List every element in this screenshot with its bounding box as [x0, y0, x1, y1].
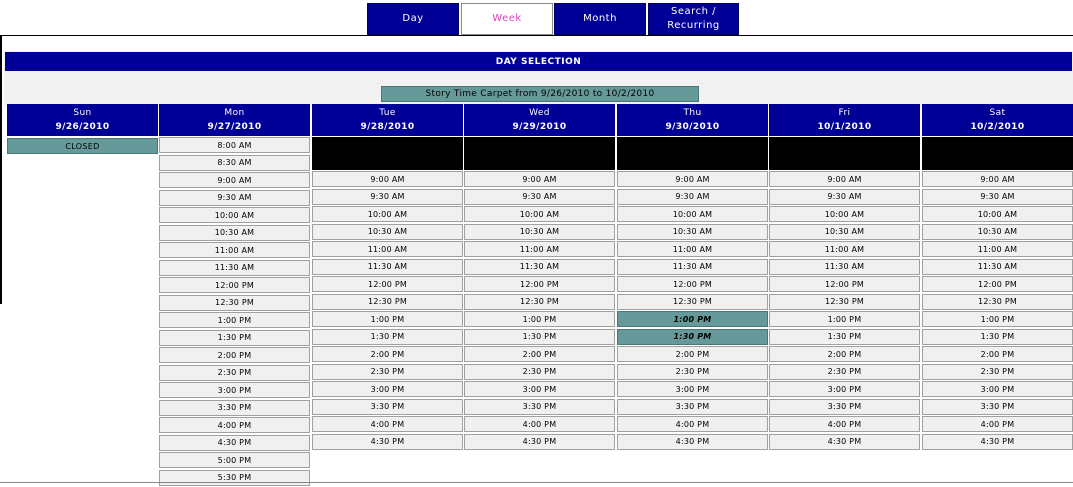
time-slot[interactable]: 12:00 PM	[922, 276, 1073, 292]
time-slot[interactable]: 2:00 PM	[617, 346, 768, 362]
day-column-sun	[7, 104, 158, 155]
time-slot[interactable]: 3:00 PM	[312, 381, 463, 397]
time-slot[interactable]: 9:30 AM	[312, 189, 463, 205]
time-slot[interactable]: 1:00 PM	[769, 311, 920, 327]
unavailable-block	[312, 137, 463, 170]
time-slot[interactable]: 10:30 AM	[769, 224, 920, 240]
time-slot[interactable]: 4:00 PM	[159, 417, 310, 433]
time-slot[interactable]: 9:30 AM	[159, 190, 310, 206]
day-name: Sat	[989, 108, 1006, 118]
time-slot[interactable]: 1:30 PM	[464, 329, 615, 345]
time-slot[interactable]: 3:00 PM	[922, 381, 1073, 397]
time-slot[interactable]: 10:00 AM	[769, 206, 920, 222]
time-slot[interactable]: 12:00 PM	[769, 276, 920, 292]
time-slot[interactable]: 2:30 PM	[464, 364, 615, 380]
time-slot[interactable]: 3:00 PM	[769, 381, 920, 397]
unavailable-block	[617, 137, 768, 170]
tab-month[interactable]: Month	[554, 3, 646, 35]
time-slot[interactable]: 11:00 AM	[159, 242, 310, 258]
day-column-tue	[312, 104, 463, 451]
day-name: Wed	[529, 108, 550, 118]
day-date: 9/28/2010	[360, 122, 415, 132]
time-slot[interactable]: 1:30 PM	[159, 330, 310, 346]
time-slot[interactable]: 1:00 PM	[464, 311, 615, 327]
time-slot[interactable]: 2:00 PM	[464, 346, 615, 362]
time-slot[interactable]: 9:30 AM	[617, 189, 768, 205]
time-slot[interactable]: 1:30 PM	[312, 329, 463, 345]
tab-day[interactable]: Day	[367, 3, 459, 35]
time-slot[interactable]: 12:00 PM	[464, 276, 615, 292]
time-slot[interactable]: 8:00 AM	[159, 137, 310, 153]
day-date: 9/29/2010	[512, 122, 567, 132]
day-column-sat	[922, 104, 1073, 451]
time-slot[interactable]: 2:30 PM	[312, 364, 463, 380]
time-slot[interactable]: 12:30 PM	[159, 295, 310, 311]
time-slot[interactable]: 2:30 PM	[617, 364, 768, 380]
day-column-mon	[159, 104, 310, 487]
unavailable-block	[922, 137, 1073, 170]
time-slot-list	[769, 171, 920, 450]
day-date: 9/27/2010	[207, 122, 262, 132]
time-slot[interactable]: 3:00 PM	[617, 381, 768, 397]
day-name: Mon	[224, 108, 245, 118]
tab-week[interactable]: Week	[461, 3, 553, 35]
date-range-label: Story Time Carpet from 9/26/2010 to 10/2/2010	[381, 86, 699, 102]
time-slot[interactable]: 11:00 AM	[617, 241, 768, 257]
closed-badge: CLOSED	[7, 138, 158, 154]
time-slot[interactable]: 11:30 AM	[159, 260, 310, 276]
time-slot[interactable]: 4:30 PM	[312, 434, 463, 450]
bottom-divider	[0, 482, 1073, 483]
time-slot[interactable]: 12:00 PM	[312, 276, 463, 292]
time-slot[interactable]: 12:30 PM	[769, 294, 920, 310]
day-header[interactable]	[769, 104, 920, 136]
time-slot[interactable]: 10:30 AM	[159, 225, 310, 241]
time-slot[interactable]: 11:30 AM	[312, 259, 463, 275]
day-date: 10/2/2010	[970, 122, 1025, 132]
time-slot[interactable]: 4:30 PM	[464, 434, 615, 450]
time-slot[interactable]: 12:30 PM	[922, 294, 1073, 310]
time-slot[interactable]: 2:00 PM	[769, 346, 920, 362]
time-slot-booked[interactable]: 1:30 PM	[617, 329, 768, 345]
time-slot[interactable]: 3:00 PM	[464, 381, 615, 397]
day-name: Fri	[838, 108, 851, 118]
time-slot[interactable]: 11:00 AM	[922, 241, 1073, 257]
time-slot[interactable]: 1:00 PM	[922, 311, 1073, 327]
time-slot[interactable]: 1:30 PM	[922, 329, 1073, 345]
time-slot[interactable]: 4:30 PM	[769, 434, 920, 450]
time-slot[interactable]: 9:00 AM	[617, 171, 768, 187]
time-slot[interactable]: 2:00 PM	[159, 347, 310, 363]
time-slot-booked[interactable]: 1:00 PM	[617, 311, 768, 327]
time-slot[interactable]: 5:00 PM	[159, 452, 310, 468]
time-slot[interactable]: 4:30 PM	[617, 434, 768, 450]
day-name: Thu	[683, 108, 702, 118]
time-slot[interactable]: 9:00 AM	[769, 171, 920, 187]
time-slot[interactable]: 3:30 PM	[312, 399, 463, 415]
tab-divider	[0, 35, 1073, 36]
time-slot[interactable]: 8:30 AM	[159, 155, 310, 171]
time-slot[interactable]: 12:00 PM	[159, 277, 310, 293]
day-header[interactable]	[7, 104, 158, 136]
time-slot[interactable]: 5:30 PM	[159, 470, 310, 486]
time-slot[interactable]: 11:00 AM	[769, 241, 920, 257]
time-slot[interactable]: 4:00 PM	[769, 416, 920, 432]
left-border	[0, 36, 2, 304]
time-slot[interactable]: 12:00 PM	[617, 276, 768, 292]
time-slot[interactable]: 2:00 PM	[312, 346, 463, 362]
time-slot-list	[464, 171, 615, 450]
time-slot[interactable]: 9:00 AM	[922, 171, 1073, 187]
time-slot[interactable]: 10:30 AM	[922, 224, 1073, 240]
time-slot[interactable]: 12:30 PM	[312, 294, 463, 310]
time-slot[interactable]: 11:30 AM	[922, 259, 1073, 275]
time-slot[interactable]: 3:30 PM	[769, 399, 920, 415]
time-slot-list	[159, 137, 310, 486]
day-date: 10/1/2010	[817, 122, 872, 132]
day-header[interactable]	[464, 104, 615, 136]
time-slot[interactable]: 10:00 AM	[922, 206, 1073, 222]
time-slot[interactable]: 3:00 PM	[159, 382, 310, 398]
time-slot[interactable]: 1:00 PM	[159, 312, 310, 328]
time-slot-list	[312, 171, 463, 450]
day-column-fri	[769, 104, 920, 451]
time-slot[interactable]: 3:30 PM	[922, 399, 1073, 415]
time-slot[interactable]: 4:30 PM	[922, 434, 1073, 450]
time-slot[interactable]: 3:30 PM	[159, 400, 310, 416]
time-slot[interactable]: 9:00 AM	[159, 172, 310, 188]
time-slot[interactable]: 11:30 AM	[769, 259, 920, 275]
time-slot[interactable]: 2:30 PM	[159, 365, 310, 381]
day-date: 9/30/2010	[665, 122, 720, 132]
time-slot[interactable]: 9:00 AM	[464, 171, 615, 187]
time-slot[interactable]: 10:00 AM	[159, 207, 310, 223]
time-slot[interactable]: 9:30 AM	[922, 189, 1073, 205]
unavailable-block	[769, 137, 920, 170]
time-slot[interactable]: 9:30 AM	[464, 189, 615, 205]
time-slot[interactable]: 12:30 PM	[617, 294, 768, 310]
time-slot[interactable]: 4:30 PM	[159, 435, 310, 451]
time-slot[interactable]: 10:00 AM	[617, 206, 768, 222]
time-slot[interactable]: 1:30 PM	[769, 329, 920, 345]
time-slot[interactable]: 4:00 PM	[617, 416, 768, 432]
day-date: 9/26/2010	[55, 122, 110, 132]
time-slot[interactable]: 4:00 PM	[312, 416, 463, 432]
day-header[interactable]	[312, 104, 463, 136]
time-slot-list	[617, 171, 768, 450]
day-name: Sun	[73, 108, 92, 118]
time-slot[interactable]: 11:00 AM	[312, 241, 463, 257]
time-slot[interactable]: 10:30 AM	[312, 224, 463, 240]
time-slot-list	[922, 171, 1073, 450]
time-slot[interactable]: 10:30 AM	[617, 224, 768, 240]
day-column-wed	[464, 104, 615, 451]
day-column-thu	[617, 104, 768, 451]
time-slot[interactable]: 2:00 PM	[922, 346, 1073, 362]
time-slot[interactable]: 12:30 PM	[464, 294, 615, 310]
time-slot[interactable]: 4:00 PM	[922, 416, 1073, 432]
panel-title: DAY SELECTION	[5, 52, 1072, 71]
time-slot[interactable]: 9:30 AM	[769, 189, 920, 205]
day-name: Tue	[379, 108, 396, 118]
day-header[interactable]	[159, 104, 310, 136]
day-header[interactable]	[922, 104, 1073, 136]
time-slot[interactable]: 11:30 AM	[617, 259, 768, 275]
time-slot[interactable]: 11:00 AM	[464, 241, 615, 257]
time-slot[interactable]: 2:30 PM	[769, 364, 920, 380]
tab-search-recurring[interactable]: Search / Recurring	[648, 3, 739, 35]
time-slot[interactable]: 1:00 PM	[312, 311, 463, 327]
time-slot[interactable]: 3:30 PM	[617, 399, 768, 415]
time-slot[interactable]: 9:00 AM	[312, 171, 463, 187]
time-slot[interactable]: 10:00 AM	[312, 206, 463, 222]
time-slot[interactable]: 10:30 AM	[464, 224, 615, 240]
time-slot[interactable]: 4:00 PM	[464, 416, 615, 432]
day-header[interactable]	[617, 104, 768, 136]
time-slot[interactable]: 11:30 AM	[464, 259, 615, 275]
time-slot[interactable]: 3:30 PM	[464, 399, 615, 415]
time-slot[interactable]: 10:00 AM	[464, 206, 615, 222]
unavailable-block	[464, 137, 615, 170]
time-slot[interactable]: 2:30 PM	[922, 364, 1073, 380]
